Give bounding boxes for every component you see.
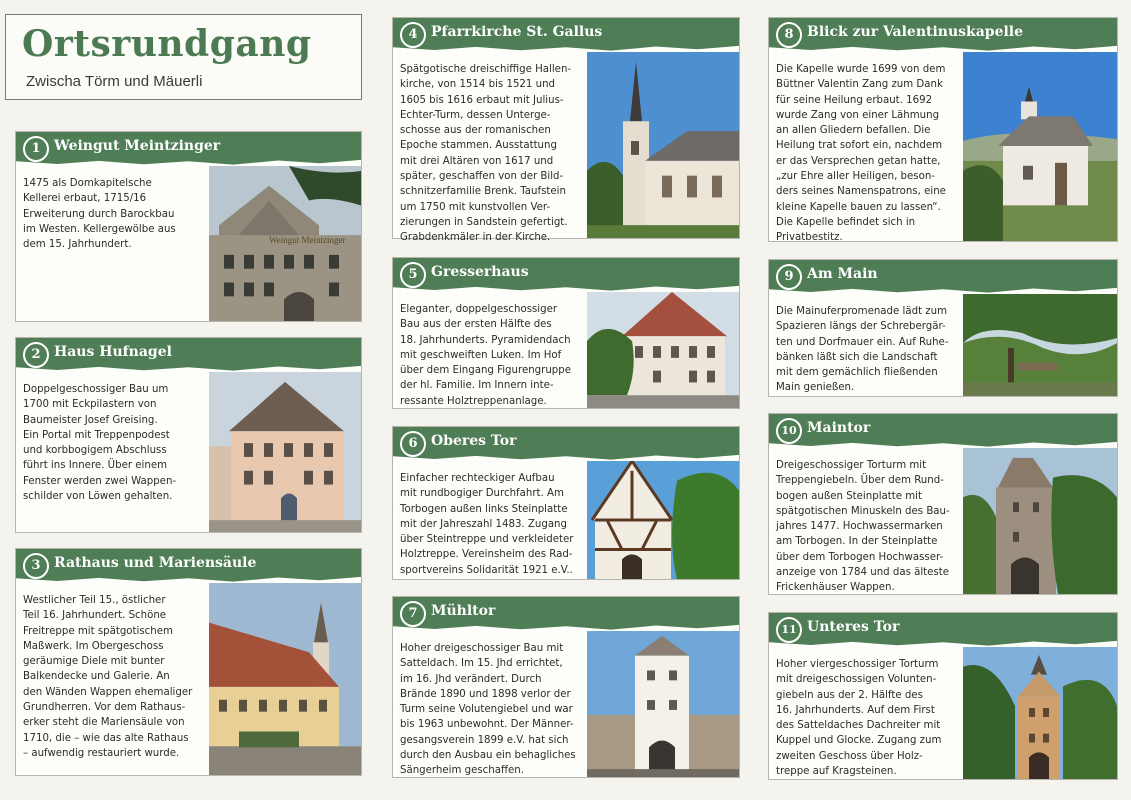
station-photo (587, 292, 739, 408)
description-line: treppe auf Kragsteinen. (776, 766, 897, 778)
description-line: zierungen in Sandstein gefertigt. (400, 216, 568, 228)
station-photo (209, 583, 361, 775)
description-line: Grundherren. Vor dem Rathaus- (23, 702, 186, 714)
station-card-9 (768, 259, 1118, 397)
station-title: Weingut Meintzinger (54, 138, 221, 154)
description-line: Heilung trat sofort ein, nachdem (776, 140, 943, 152)
description-line: Einfacher rechteckiger Aufbau (400, 473, 555, 484)
station-title: Unteres Tor (807, 619, 900, 635)
page-title: Ortsrundgang (22, 23, 312, 65)
description-line: Echter-Turm, dessen Unterge- (400, 109, 551, 121)
description-line: Treppengiebeln. Über dem Rund- (776, 475, 944, 487)
description-line: giebeln aus der 2. Hälfte des (776, 689, 923, 701)
description-line: bogen außen Steinplatte mit (776, 490, 923, 502)
station-number-badge: 1 (23, 136, 49, 162)
description-line: Bau aus der ersten Hälfte des (400, 319, 552, 331)
description-line: mit rundbogiger Durchfahrt. Am (400, 488, 564, 500)
station-card-4 (392, 17, 740, 244)
description-line: Ein Portal mit Treppenpodest (23, 429, 170, 441)
description-line: erker steht die Mariensäule von (23, 717, 185, 729)
description-line: Torbogen außen links Steinplatte (400, 503, 568, 515)
station-card-11 (768, 612, 1118, 780)
station-number-badge: 11 (776, 617, 802, 643)
description-line: Spazieren längs der Schrebergär- (776, 321, 946, 333)
description-line: an allen Gliedern befallen. Die (776, 125, 931, 137)
description-line: Holztreppe. Vereinsheim des Rad- (400, 549, 573, 561)
station-photo (587, 461, 739, 579)
station-photo (209, 166, 361, 321)
description-line: 1475 als Domkapitelsche (23, 178, 152, 189)
description-line: Turm seine Volutengiebel und war (400, 704, 573, 716)
description-line: dem 15. Jahrhundert. (23, 239, 132, 251)
description-line: schilder von Löwen gehalten. (23, 491, 173, 503)
station-description (23, 176, 176, 252)
station-photo (963, 448, 1117, 594)
description-line: Die Kapelle wurde 1699 von dem (776, 64, 946, 75)
station-photo (587, 631, 739, 777)
station-photo (587, 52, 739, 238)
description-line: Freitreppe mit spätgotischem (23, 625, 173, 637)
description-line: Büttner Valentin Zang zum Dank (776, 79, 943, 91)
station-photo (209, 372, 361, 532)
station-description (400, 471, 573, 578)
description-line: sportvereins Solidarität 1921 e.V.. (400, 564, 573, 576)
description-line: mit der Jahreszahl 1483. Zugang (400, 518, 567, 530)
description-line: ders seines Namenspatrons, eine (776, 186, 946, 198)
description-line: im Westen. Kellergewölbe aus (23, 223, 176, 235)
station-photo (963, 647, 1117, 779)
station-card-10 (768, 413, 1118, 595)
description-line: mit dem gemächlich fließenden (776, 367, 938, 379)
description-line: schosse aus der romanischen (400, 125, 551, 137)
description-line: über dem Torbogen Hochwasser- (776, 551, 944, 563)
description-line: Kuppel und Glocke. Zugang zum (776, 735, 942, 747)
station-title: Mühltor (431, 603, 496, 619)
description-line: durch den Ausbau ein behagliches (400, 750, 576, 762)
description-line: den Wänden Wappen ehemaliger (23, 686, 193, 698)
description-line: Hoher viergeschossiger Torturm (776, 659, 939, 670)
description-line: Privatbestitz. (776, 232, 843, 244)
description-line: zweiten Geschoss über Holz- (776, 750, 923, 762)
station-number-badge: 2 (23, 342, 49, 368)
station-number-badge: 5 (400, 262, 426, 288)
description-line: am Torbogen. In der Steinplatte (776, 536, 938, 548)
description-line: mit geschweiften Luken. Im Hof (400, 349, 562, 361)
station-description (23, 382, 176, 504)
station-title: Pfarrkirche St. Gallus (431, 24, 603, 40)
station-description (400, 62, 571, 246)
station-number-badge: 9 (776, 264, 802, 290)
description-line: im 16. Jhd verändert. Durch (400, 673, 542, 685)
station-title: Haus Hufnagel (54, 344, 172, 360)
description-line: wurde Zang von einer Lähmung (776, 109, 940, 121)
description-line: um 1750 mit kunstvollen Ver- (400, 201, 551, 213)
description-line: und korbbogigem Abschluss (23, 445, 167, 457)
description-line: Doppelgeschossiger Bau um (23, 384, 169, 395)
description-line: Hoher dreigeschossiger Bau mit (400, 643, 564, 654)
description-line: bänken läßt sich die Landschaft (776, 351, 938, 363)
station-card-3 (15, 548, 362, 776)
description-line: Balkendecke und Galerie. An (23, 671, 170, 683)
station-card-5 (392, 257, 740, 409)
description-line: ten und Dorfmauer ein. Auf Ruhe- (776, 336, 949, 348)
description-line: Spätgotische dreischiffige Hallen- (400, 64, 572, 75)
station-title: Am Main (807, 266, 878, 282)
station-card-8 (768, 17, 1118, 242)
description-line: des Satteldaches Dachreiter mit (776, 720, 941, 732)
description-line: Fenster werden zwei Wappen- (23, 475, 177, 487)
description-line: 18. Jahrhunderts. Pyramidendach (400, 334, 571, 346)
facade-lettering: Weingut Meintzinger (269, 235, 346, 245)
station-card-6 (392, 426, 740, 580)
station-card-2 (15, 337, 362, 533)
description-line: mit dreigeschossigen Volunten- (776, 674, 937, 686)
description-line: 16. Jahrhunderts. Auf dem First (776, 704, 935, 716)
description-line: anzeige von 1784 und das älteste (776, 567, 950, 579)
description-line: gesangsverein 1899 e.V. hat sich (400, 734, 569, 746)
description-line: führt ins Innere. Über einem (23, 460, 168, 472)
station-number-badge: 3 (23, 553, 49, 579)
description-line: er das Versprechen getan hatte, (776, 155, 941, 167)
station-description (400, 641, 576, 779)
station-title: Blick zur Valentinuskapelle (807, 24, 1024, 40)
description-line: später, geschaffen von der Bild- (400, 171, 564, 183)
description-line: Grabdenkmäler in der Kirche. (400, 232, 551, 244)
description-line: Satteldach. Im 15. Jhd errichtet, (400, 658, 563, 670)
station-description (776, 304, 949, 396)
station-title: Maintor (807, 420, 871, 436)
description-line: Baumeister Josef Greising. (23, 414, 158, 426)
description-line: Sängerheim geschaffen. (400, 765, 524, 777)
description-line: spätgotischen Minuskeln des Bau- (776, 505, 950, 517)
description-line: bis 1963 unbewohnt. Der Männer- (400, 719, 574, 731)
description-line: der hl. Familie. Im Innern inte- (400, 380, 554, 392)
description-line: kleine Kapelle bauen zu lassen“. (776, 201, 941, 213)
description-line: kirche, von 1514 bis 1521 und (400, 79, 556, 91)
description-line: Eleganter, doppelgeschossiger (400, 304, 558, 315)
description-line: Die Kapelle befindet sich in (776, 216, 916, 228)
station-description (776, 62, 946, 246)
description-line: über dem Eingang Figurengruppe (400, 365, 571, 377)
description-line: Erweiterung durch Barockbau (23, 208, 175, 220)
description-line: Westlicher Teil 15., östlicher (23, 595, 166, 606)
station-number-badge: 4 (400, 22, 426, 48)
description-line: Teil 16. Jahrhundert. Schöne (23, 610, 167, 622)
station-description (400, 302, 571, 409)
description-line: Kellerei erbaut, 1715/16 (23, 193, 147, 205)
page-subtitle: Zwischa Törm und Mäuerli (26, 73, 203, 90)
description-line: Maßwerk. Im Obergeschoss (23, 640, 164, 652)
description-line: Die Mainuferpromenade lädt zum (776, 306, 948, 317)
title-box (5, 14, 362, 100)
description-line: Brände 1890 und 1898 verlor der (400, 688, 571, 700)
description-line: schnitzerfamilie Brenk. Taufstein (400, 186, 566, 198)
station-description (776, 657, 941, 779)
station-number-badge: 10 (776, 418, 802, 444)
station-card-7 (392, 596, 740, 778)
station-photo (963, 52, 1117, 241)
station-title: Oberes Tor (431, 433, 517, 449)
description-line: 1605 bis 1616 erbaut mit Julius- (400, 94, 564, 106)
station-card-1 (15, 131, 362, 322)
description-line: mit drei Altären von 1617 und (400, 155, 554, 167)
description-line: für seine Heilung erbaut. 1692 (776, 94, 933, 106)
description-line: 1700 mit Eckpilastern von (23, 399, 157, 411)
description-line: Frickenhäuser Wappen. (776, 582, 895, 594)
description-line: geräumige Diele mit bunter (23, 656, 165, 668)
description-line: „zur Ehre aller Heiligen, beson- (776, 171, 935, 183)
description-line: Epoche stammen. Ausstattung (400, 140, 557, 152)
station-number-badge: 7 (400, 601, 426, 627)
description-line: 1710, die – wie das alte Rathaus (23, 732, 189, 744)
description-line: – aufwendig restauriert wurde. (23, 747, 180, 759)
station-description (776, 458, 950, 596)
station-title: Gresserhaus (431, 264, 529, 280)
description-line: jahres 1477. Hochwassermarken (776, 521, 943, 533)
station-number-badge: 6 (400, 431, 426, 457)
station-photo (963, 294, 1117, 396)
description-line: Dreigeschossiger Torturm mit (776, 460, 927, 471)
station-title: Rathaus und Mariensäule (54, 555, 257, 571)
station-description (23, 593, 192, 761)
station-number-badge: 8 (776, 22, 802, 48)
description-line: Main genießen. (776, 382, 855, 394)
description-line: über Steintreppe und verkleideter (400, 534, 574, 546)
description-line: ressante Holztreppenanlage. (400, 395, 547, 407)
